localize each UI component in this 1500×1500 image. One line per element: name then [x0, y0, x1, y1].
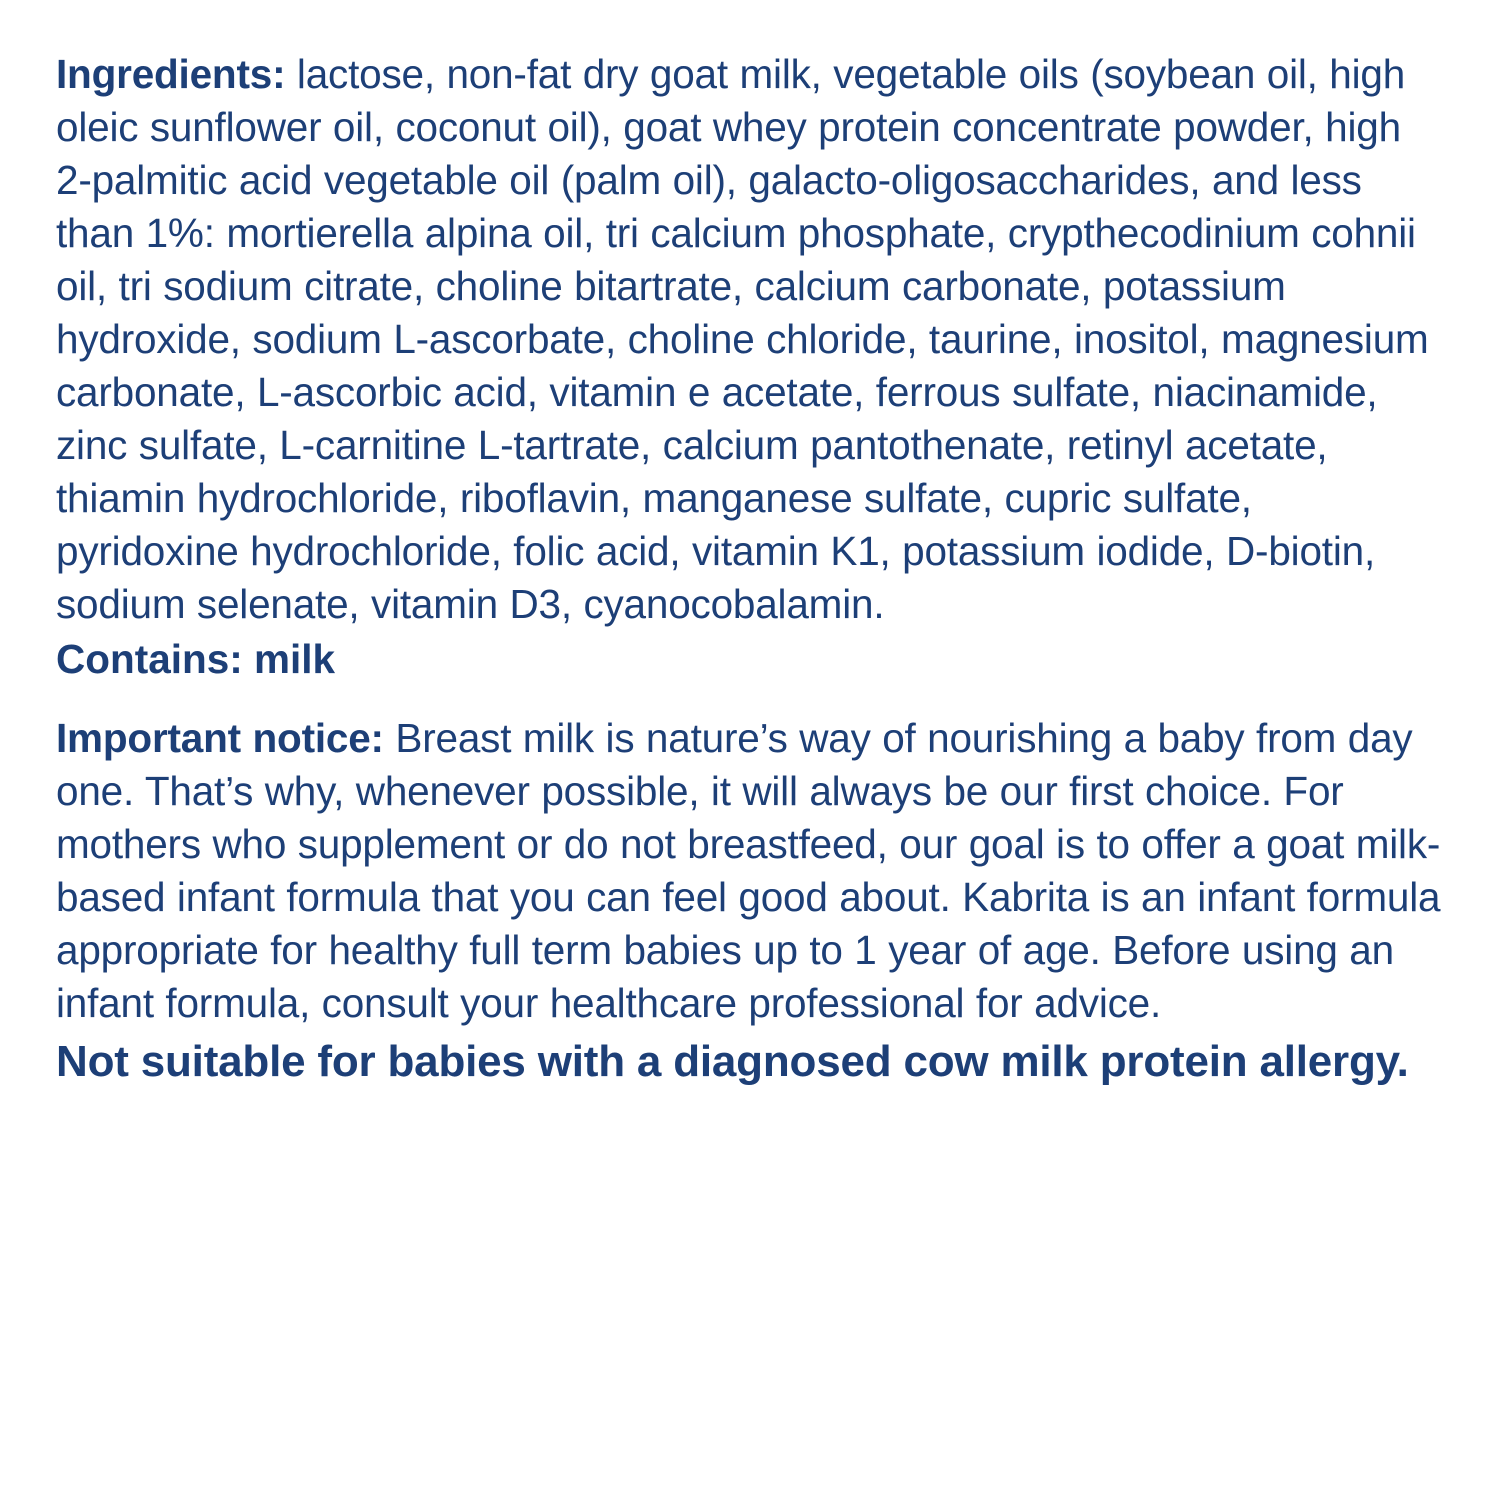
contains-statement: Contains: milk	[56, 636, 336, 682]
ingredients-label: Ingredients:	[56, 51, 286, 97]
important-notice-label: Important notice:	[56, 715, 384, 761]
ingredients-paragraph	[56, 48, 1444, 631]
ingredients-text: lactose, non-fat dry goat milk, vegetable oils (soybean oil, high oleic sunflower oil, coconut oil), goat whey protein concentrate powder, high 2-palmitic acid vegetable oil (palm oil), galacto-oligosaccharides, and less than 1%: mortierella alpina oil, tri calcium phosphate, crypthecodinium cohnii oil, tri sodium citrate, choline bitartrate, calcium carbonate, potassium hydroxide, sodium L-ascorbate, choline chloride, taurine, inositol, magnesium carbonate, L-ascorbic acid, vitamin e acetate, ferrous sulfate, niacinamide, zinc sulfate, L-carnitine L-tartrate, calcium pantothenate, retinyl acetate, thiamin hydrochloride, riboflavin, manganese sulfate, cupric sulfate, pyridoxine hydrochloride, folic acid, vitamin K1, potassium iodide, D-biotin, sodium selenate, vitamin D3, cyanocobalamin.	[56, 51, 1429, 627]
important-notice-text: Breast milk is nature’s way of nourishing a baby from day one. That’s why, whenever possible, it will always be our first choice. For mothers who supplement or do not breastfeed, our goal is to offer a goat milk-based infant formula that you can feel good about. Kabrita is an infant formula appropriate for healthy full term babies up to 1 year of age. Before using an infant formula, consult your healthcare professional for advice.	[56, 715, 1441, 1026]
allergy-warning: Not suitable for babies with a diagnosed cow milk protein allergy.	[56, 1037, 1409, 1086]
important-notice-paragraph	[56, 712, 1444, 1030]
